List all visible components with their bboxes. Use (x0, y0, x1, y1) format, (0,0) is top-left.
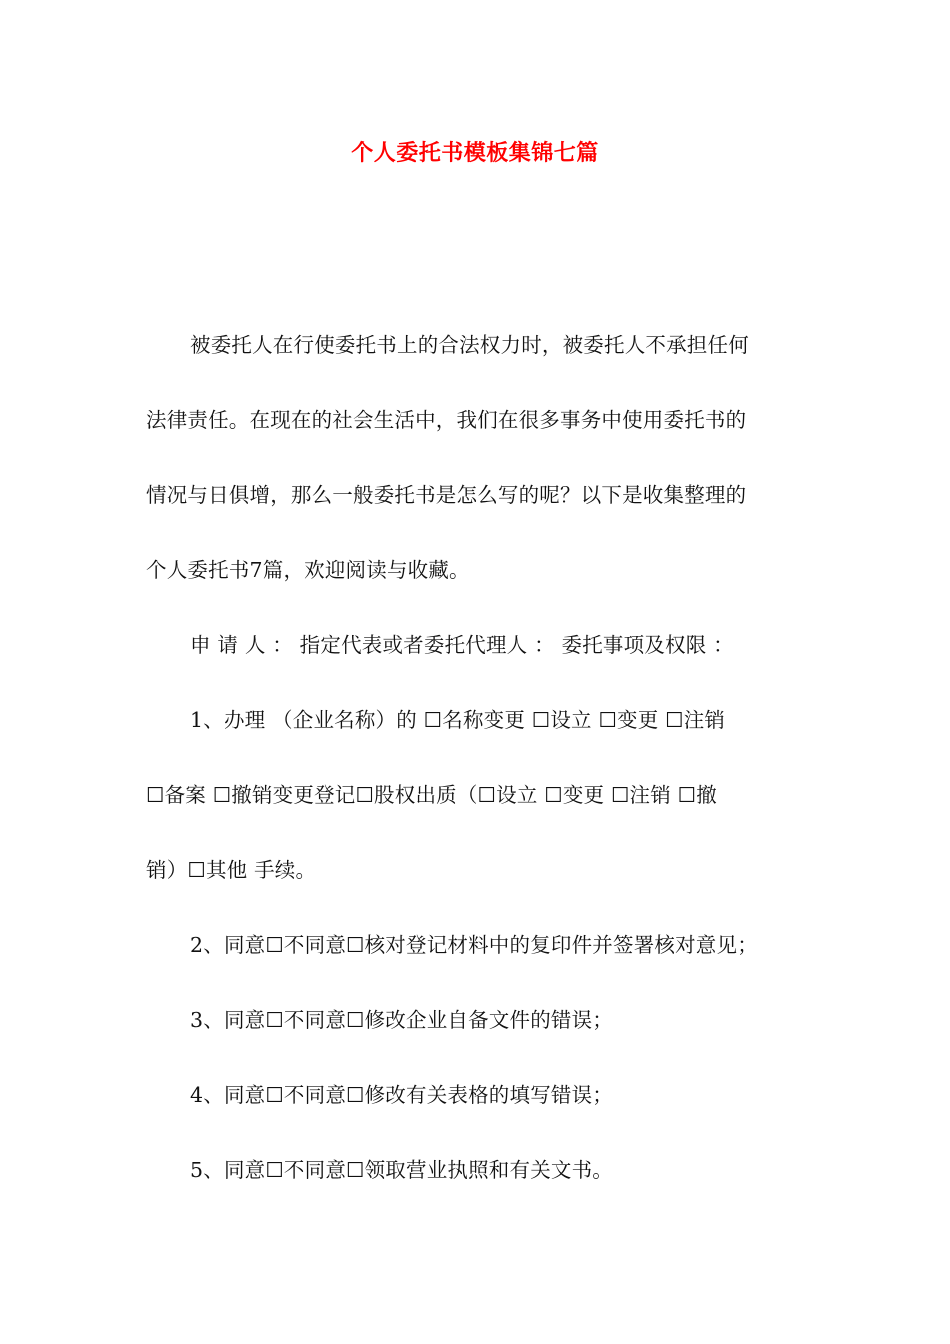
item-2: 2、同意☐不同意☐核对登记材料中的复印件并签署核对意见； (190, 933, 758, 957)
item-4: 4、同意☐不同意☐修改有关表格的填写错误； (190, 1083, 613, 1107)
document-body (146, 0, 806, 1344)
item-3: 3、同意☐不同意☐修改企业自备文件的错误； (190, 1008, 613, 1032)
document-title: 个人委托书模板集锦七篇 (351, 140, 599, 166)
item-1-line-3: 销）☐其他 手续。 (146, 858, 317, 882)
intro-line-1: 被委托人在行使委托书上的合法权力时，被委托人不承担任何 (190, 333, 749, 357)
item-1-line-1: 1、办理 （企业名称）的 ☐名称变更 ☐设立 ☐变更 ☐注销 (190, 708, 726, 732)
intro-line-4: 个人委托书7篇，欢迎阅读与收藏。 (146, 558, 470, 582)
item-5: 5、同意☐不同意☐领取营业执照和有关文书。 (190, 1158, 613, 1182)
intro-line-3: 情况与日俱增，那么一般委托书是怎么写的呢？以下是收集整理的 (146, 483, 747, 507)
applicant-line: 申 请 人 ： 指定代表或者委托代理人 ： 委托事项及权限 ： (190, 633, 734, 657)
intro-line-2: 法律责任。在现在的社会生活中，我们在很多事务中使用委托书的 (146, 408, 747, 432)
item-1-line-2: ☐备案 ☐撤销变更登记☐股权出质（☐设立 ☐变更 ☐注销 ☐撤 (146, 783, 717, 807)
